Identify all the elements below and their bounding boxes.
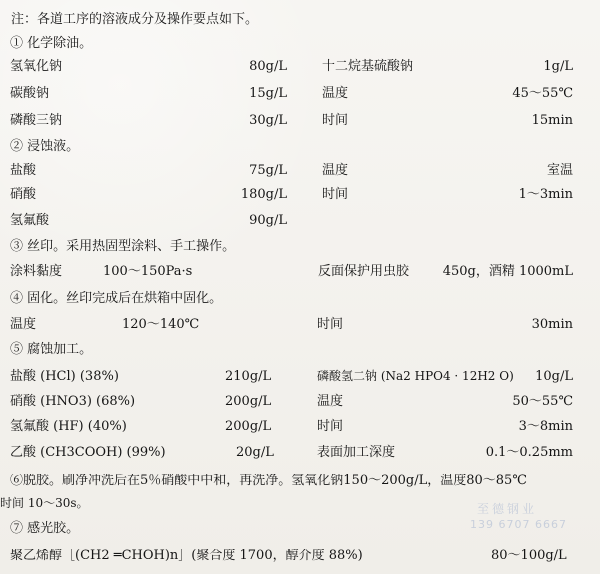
row-1-label-right: 十二烷基硫酸钠 [322, 59, 414, 74]
row-4-label-left: 盐酸 [10, 163, 37, 178]
row-9-value-left: 210g/L [225, 369, 272, 384]
watermark-line-2: 139 6707 6667 [470, 518, 567, 531]
row-12-value-right: 0.1～0.25mm [485, 445, 573, 460]
time-line: 时间 10～30s。 [0, 496, 89, 510]
row-7-value-left: 100～150Pa·s [103, 264, 193, 279]
row-7-label-right: 反面保护用虫胶 [318, 264, 410, 279]
section-4-title: ④ 固化。丝印完成后在烘箱中固化。 [10, 291, 223, 306]
row-8-label-left: 温度 [10, 317, 37, 332]
row-3-label-right: 时间 [322, 113, 349, 128]
row-10-value-right: 50～55℃ [512, 394, 573, 409]
section-6-title: ⑥脱胶。刷净冲洗后在5％硝酸中中和，再洗净。氢氧化钠150～200g/L，温度80～85℃ [10, 474, 527, 487]
row-12-label-right: 表面加工深度 [317, 445, 396, 460]
row-3-value-left: 30g/L [249, 113, 287, 128]
row-11-value-right: 3～8min [518, 419, 573, 434]
row-5-label-right: 时间 [322, 187, 349, 202]
section-7-title: ⑦ 感光胶。 [10, 521, 80, 536]
row-3-label-left: 磷酸三钠 [10, 113, 63, 128]
section-1-title: ① 化学除油。 [10, 36, 93, 51]
watermark-line-1: 至德钢业 [477, 502, 538, 516]
row-1-value-right: 1g/L [543, 59, 573, 74]
row-4-label-right: 温度 [322, 163, 349, 178]
row-6-value-left: 90g/L [249, 213, 287, 228]
row-2-value-right: 45～55℃ [512, 86, 573, 101]
row-2-value-left: 15g/L [249, 86, 287, 101]
row-7-label-left: 涂料黏度 [10, 264, 63, 279]
row-5-label-left: 硝酸 [10, 187, 37, 202]
row-5-value-right: 1～3min [518, 187, 573, 202]
section-3-title: ③ 丝印。采用热固型涂料、手工操作。 [10, 239, 236, 254]
section-5-title: ⑤ 腐蚀加工。 [10, 342, 93, 357]
row-11-label-right: 时间 [317, 419, 344, 434]
row-1-label-left: 氢氧化钠 [10, 59, 63, 74]
row-10-label-left: 硝酸 (HNO3) (68%) [10, 394, 136, 409]
row-12-label-left: 乙酸 (CH3COOH) (99%) [10, 445, 166, 460]
row-2-label-right: 温度 [322, 86, 349, 101]
row-2-label-left: 碳酸钠 [10, 86, 50, 101]
row-3-value-right: 15min [531, 113, 573, 128]
note: 注：各道工序的溶液成分及操作要点如下。 [11, 12, 259, 27]
row-8-value-left: 120～140℃ [122, 317, 200, 332]
section-2-title: ② 浸蚀液。 [10, 139, 80, 154]
row-8-label-right: 时间 [317, 317, 344, 332]
row-5-value-left: 180g/L [240, 187, 287, 202]
row-4-value-right: 室温 [546, 163, 573, 178]
row-11-value-left: 200g/L [225, 419, 272, 434]
row-7-value-right: 450g，酒精 1000mL [442, 264, 573, 279]
row-9-value-right: 10g/L [535, 369, 573, 384]
row-8-value-right: 30min [531, 317, 573, 332]
row-4-value-left: 75g/L [249, 163, 287, 178]
row-10-label-right: 温度 [317, 394, 344, 409]
row-9-label-right: 磷酸氢二钠 (Na2 HPO4 · 12H2 O) [317, 369, 514, 383]
row-12-value-left: 20g/L [236, 445, 274, 460]
row-6-label-left: 氢氟酸 [10, 213, 50, 228]
row-11-label-left: 氢氟酸 (HF) (40%) [10, 419, 127, 434]
polymer-value: 80～100g/L [491, 548, 567, 563]
polymer-line: 聚乙烯醇［(CH2 ═CHOH)n］(聚合度 1700，醇介度 88%) [10, 549, 363, 562]
row-1-value-left: 80g/L [249, 59, 287, 74]
row-9-label-left: 盐酸 (HCl) (38%) [10, 369, 119, 384]
row-10-value-left: 200g/L [225, 394, 272, 409]
